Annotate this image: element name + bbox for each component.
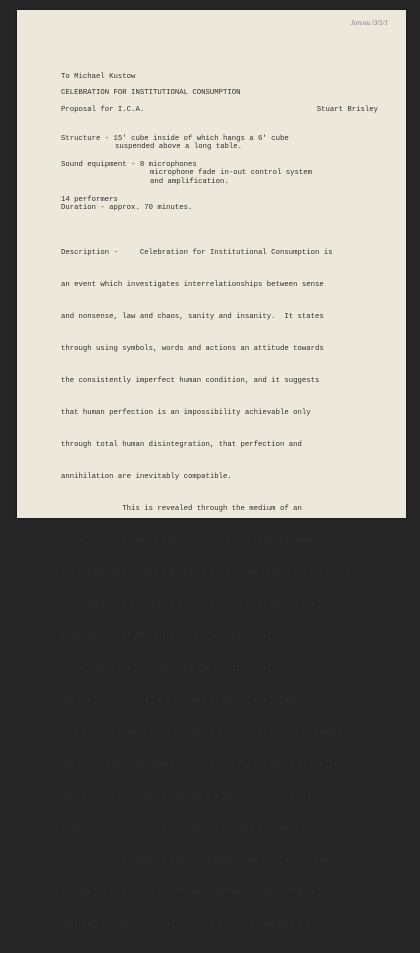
body-line: an event which investigates interrelationships between sense (61, 281, 324, 289)
body-line: disintegration to eventually become the only complete but (61, 921, 311, 929)
description-body (61, 231, 354, 953)
recipient-line: To Michael Kustow (61, 73, 136, 81)
body-line: through total human disintegration, that perfection and (61, 441, 302, 449)
structure-spec: Structure - 15' cube inside of which hangs a 6' cube (61, 135, 289, 143)
body-line: annihilation are inevitably compatible. (61, 473, 232, 481)
duration-spec: Duration - approx. 70 minutes. (61, 204, 193, 212)
document-title: CELEBRATION FOR INSTITUTIONAL CONSUMPTION (61, 89, 241, 97)
body-line: that human perfection is an impossibility achievable only (61, 409, 311, 417)
sound-equipment-spec: Sound equipment - 8 microphones (61, 161, 197, 169)
structure-spec-continued: suspended above a long table. (115, 143, 242, 151)
author-name: Stuart Brisley (316, 106, 378, 114)
body-line: unspoken laws of the institution. As individuals break these (61, 633, 329, 641)
body-line: who is in authority, where is the authority and where is the law, (61, 761, 346, 769)
archive-reference-note: Jorcou /3/5/1 (350, 19, 388, 27)
body-line: but is required to conform to the dinner ritual and to the (61, 601, 315, 609)
body-line: its inhabitants. Each individual has freedom within the structure, (61, 569, 355, 577)
body-line: rituals they are restrained by the institutional authorities (61, 665, 324, 673)
body-line: at any given time. There is then a question as to who is inmate (61, 729, 342, 737)
body-line: inmates break the restraints imposed on them to reveal chaos. (61, 825, 329, 833)
proposal-line: Proposal for I.C.A. (61, 106, 145, 114)
body-line: and nonsense, law and chaos, sanity and insanity. It states (61, 313, 324, 321)
sound-equipment-detail-2: and amplification. (150, 178, 229, 186)
body-line: annual dinner given by an institution for a selected number of (61, 537, 333, 545)
body-line: This is revealed through the medium of an (61, 505, 302, 513)
performers-count: 14 performers (61, 196, 118, 204)
body-line: what are the constraints and who are the victims? Finally the (61, 793, 333, 801)
sound-equipment-detail-1: microphone fade in-out control system (150, 169, 313, 177)
body-line: who are not revealed, and who may be any of the inhabitants, (61, 697, 324, 705)
body-line: the consistently imperfect human condition, and it suggests (61, 377, 320, 385)
body-line: through a ritualistic transformation from anonymous figure through (61, 889, 351, 897)
body-line: A symbolic figure hanging above this action goes (61, 857, 333, 865)
body-line: Description - Celebration for Institutional Consumption is (61, 249, 333, 257)
document-page (17, 10, 406, 929)
body-line: through using symbols, words and actions an attitude towards (61, 345, 324, 353)
